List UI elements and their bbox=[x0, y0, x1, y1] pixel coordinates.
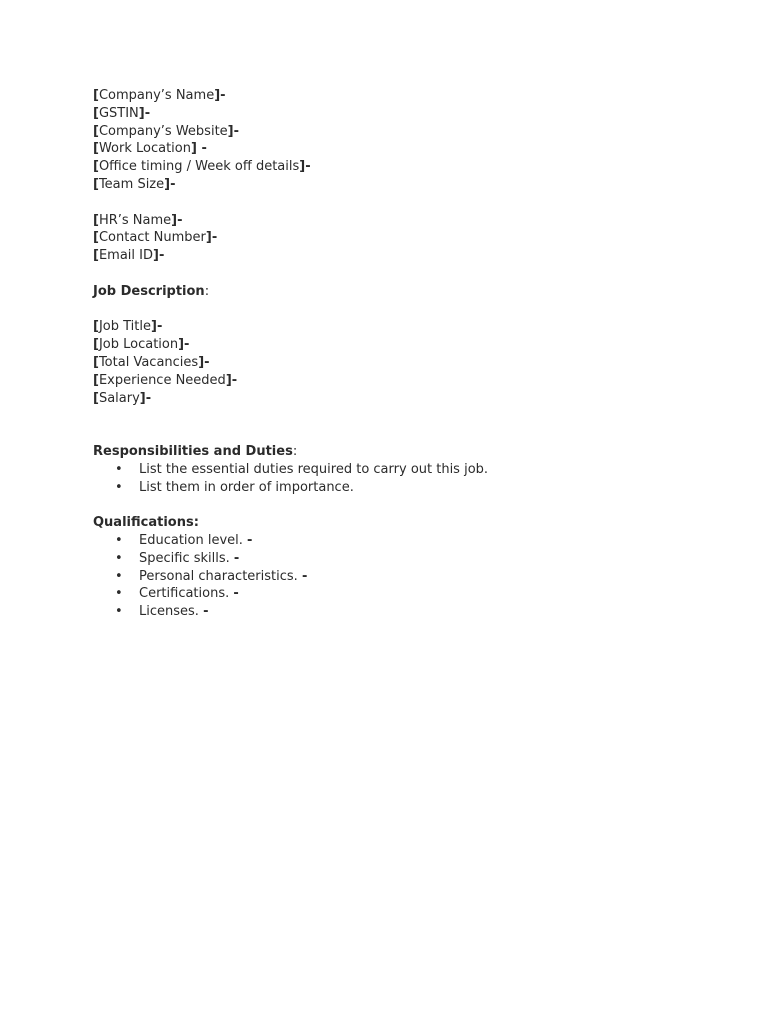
job-description-heading bbox=[93, 283, 728, 301]
field-label: Team Size bbox=[98, 176, 165, 192]
responsibilities-heading bbox=[93, 443, 728, 461]
company-website-field bbox=[93, 123, 728, 141]
bullet-icon: • bbox=[115, 461, 123, 477]
item-text: List them in order of importance. bbox=[139, 479, 354, 495]
bracket-open: [ bbox=[93, 248, 99, 264]
bullet-icon: • bbox=[115, 604, 123, 620]
qualifications-list bbox=[93, 532, 728, 621]
bracket-close: ]- bbox=[178, 337, 190, 353]
item-suffix: - bbox=[233, 550, 240, 566]
bracket-close: ] - bbox=[191, 141, 207, 157]
spacer bbox=[93, 301, 728, 319]
bracket-open: [ bbox=[93, 390, 99, 406]
list-item bbox=[93, 532, 728, 550]
bracket-close: ]- bbox=[153, 248, 165, 264]
bracket-open: [ bbox=[93, 212, 99, 228]
field-label: Email ID bbox=[98, 248, 153, 264]
salary-field bbox=[93, 390, 728, 408]
bullet-icon: • bbox=[115, 479, 123, 495]
bracket-open: [ bbox=[93, 372, 99, 388]
item-text: Licenses. bbox=[139, 604, 204, 620]
item-text: Personal characteristics. bbox=[139, 568, 302, 584]
spacer bbox=[93, 194, 728, 212]
total-vacancies-field bbox=[93, 354, 728, 372]
item-text: Certifications. bbox=[139, 586, 234, 602]
bracket-open: [ bbox=[93, 319, 99, 335]
spacer bbox=[93, 407, 728, 443]
team-size-field bbox=[93, 176, 728, 194]
field-label: Job Location bbox=[98, 337, 179, 353]
job-title-field bbox=[93, 318, 728, 336]
qualifications-heading: Qualifications: bbox=[93, 515, 199, 531]
bracket-close: ]- bbox=[205, 230, 218, 246]
item-text: Education level. bbox=[139, 532, 248, 548]
field-label: GSTIN bbox=[98, 105, 139, 121]
bullet-icon: • bbox=[115, 568, 123, 584]
gstin-field bbox=[93, 105, 728, 123]
field-label: Company’s Website bbox=[98, 123, 228, 139]
field-label: Total Vacancies bbox=[98, 354, 199, 370]
bracket-close: ]- bbox=[164, 176, 176, 192]
field-label: Office timing / Week off details bbox=[98, 159, 300, 175]
bracket-close: ]- bbox=[171, 212, 183, 228]
bracket-close: ]- bbox=[138, 105, 151, 121]
item-suffix: - bbox=[301, 568, 308, 584]
heading-text: Job Description bbox=[93, 283, 205, 299]
bracket-open: [ bbox=[93, 337, 99, 353]
bracket-close: ]- bbox=[227, 123, 240, 139]
email-id-field bbox=[93, 247, 728, 265]
heading-colon: : bbox=[292, 443, 298, 459]
item-suffix: - bbox=[203, 604, 209, 620]
field-label: Contact Number bbox=[98, 230, 206, 246]
bracket-open: [ bbox=[93, 141, 99, 157]
company-name-field bbox=[93, 87, 728, 105]
bracket-open: [ bbox=[93, 176, 99, 192]
list-item bbox=[93, 461, 728, 479]
list-item bbox=[93, 479, 728, 497]
bracket-close: ]- bbox=[225, 372, 238, 388]
list-item bbox=[93, 585, 728, 603]
item-text: List the essential duties required to carry out this job. bbox=[139, 461, 489, 477]
hr-details bbox=[93, 212, 728, 265]
item-suffix: - bbox=[247, 532, 253, 548]
item-text: Specific skills. bbox=[139, 550, 234, 566]
bracket-open: [ bbox=[93, 105, 99, 121]
field-label: Work Location bbox=[98, 141, 191, 157]
work-location-field bbox=[93, 140, 728, 158]
field-label: Experience Needed bbox=[98, 372, 226, 388]
heading-colon: : bbox=[204, 283, 210, 299]
field-label: HR’s Name bbox=[98, 212, 172, 228]
responsibilities-list bbox=[93, 461, 728, 497]
bracket-close: ]- bbox=[139, 390, 152, 406]
bullet-icon: • bbox=[115, 532, 123, 548]
job-details bbox=[93, 318, 728, 407]
company-details bbox=[93, 87, 728, 194]
bracket-close: ]- bbox=[198, 354, 210, 370]
bullet-icon: • bbox=[115, 586, 123, 602]
job-location-field bbox=[93, 336, 728, 354]
bracket-close: ]- bbox=[299, 159, 311, 175]
item-suffix: - bbox=[233, 586, 239, 602]
hr-name-field bbox=[93, 212, 728, 230]
bracket-close: ]- bbox=[214, 88, 226, 103]
list-item bbox=[93, 550, 728, 568]
field-label: Company’s Name bbox=[98, 88, 215, 103]
bracket-close: ]- bbox=[151, 319, 163, 335]
bracket-open: [ bbox=[93, 230, 99, 246]
field-label: Salary bbox=[98, 390, 140, 406]
field-label: Job Title bbox=[98, 319, 151, 335]
list-item bbox=[93, 603, 728, 621]
bracket-open: [ bbox=[93, 159, 99, 175]
bracket-open: [ bbox=[93, 354, 99, 370]
contact-number-field bbox=[93, 229, 728, 247]
bullet-icon: • bbox=[115, 550, 123, 566]
experience-needed-field bbox=[93, 372, 728, 390]
document-page bbox=[93, 87, 728, 621]
bracket-open: [ bbox=[93, 123, 99, 139]
list-item bbox=[93, 568, 728, 586]
spacer bbox=[93, 265, 728, 283]
office-timing-field bbox=[93, 158, 728, 176]
bracket-open: [ bbox=[93, 88, 99, 103]
spacer bbox=[93, 496, 728, 514]
heading-text: Responsibilities and Duties bbox=[93, 443, 293, 459]
